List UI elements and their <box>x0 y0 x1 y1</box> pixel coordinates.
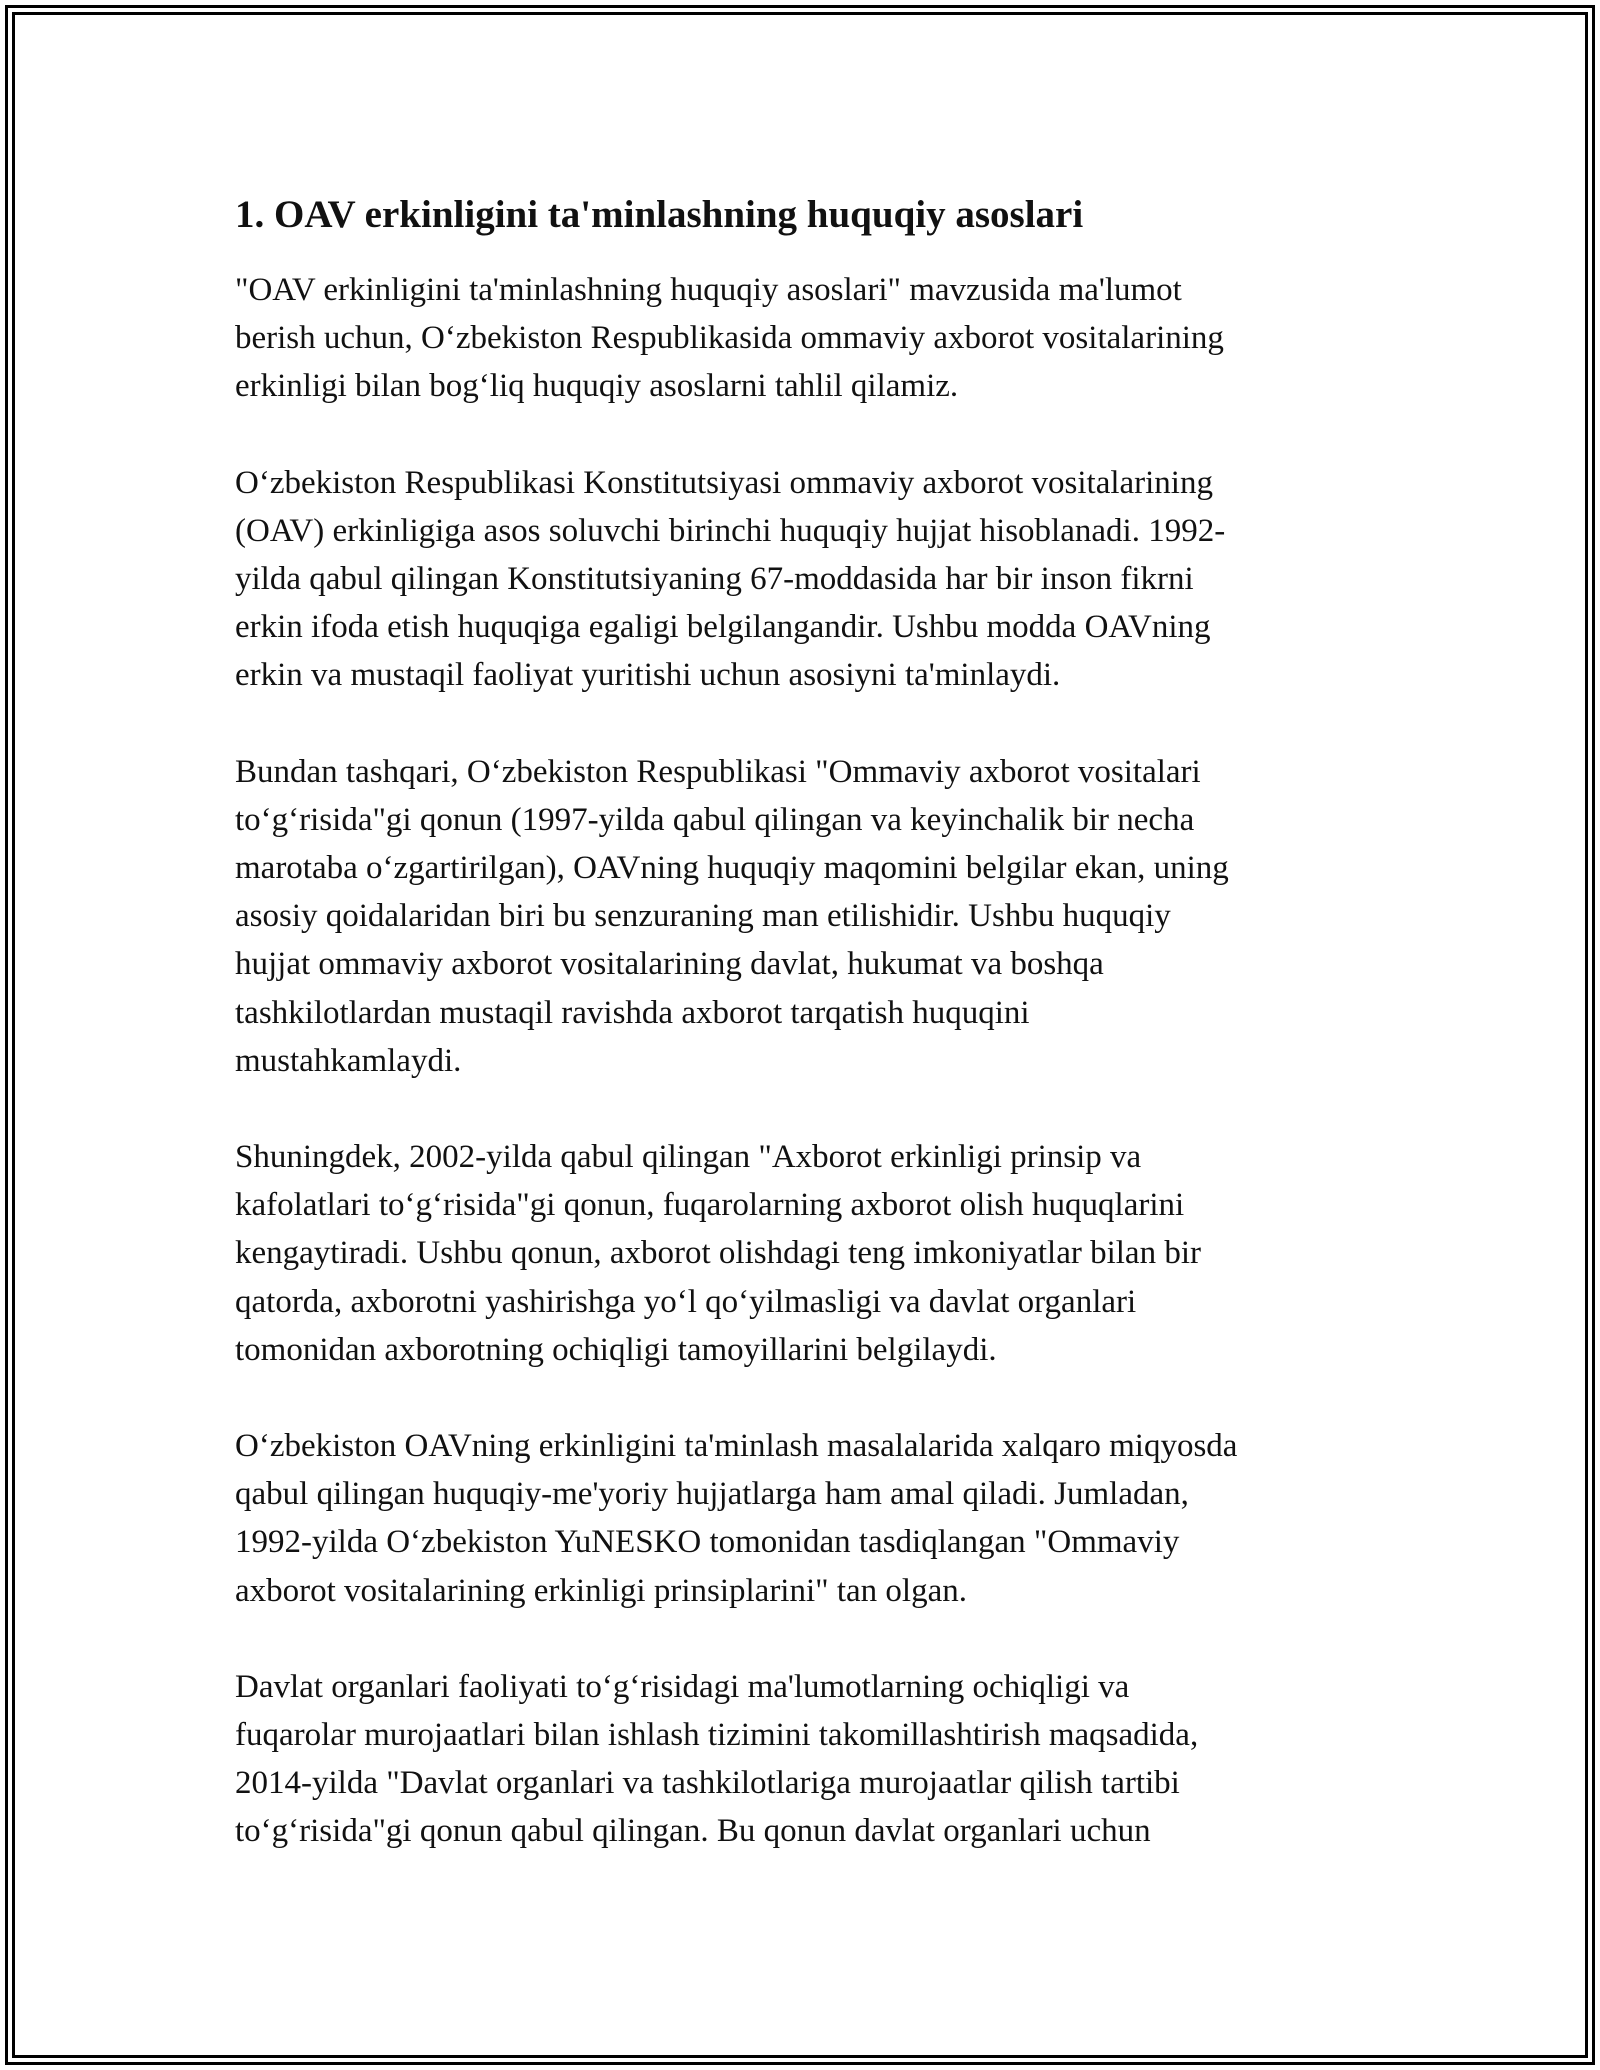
text-line: kengaytiradi. Ushbu qonun, axborot olishdagi teng imkoniyatlar bilan bir <box>235 1235 1201 1272</box>
paragraph-constitution <box>235 459 1385 700</box>
text-line: qabul qilingan huquqiy-me'yoriy hujjatlarga ham amal qiladi. Jumladan, <box>235 1476 1189 1513</box>
text-line: tomonidan axborotning ochiqligi tamoyillarini belgilaydi. <box>235 1331 997 1368</box>
text-line: tashkilotlardan mustaqil ravishda axborot tarqatish huquqini <box>235 994 1030 1031</box>
text-line: asosiy qoidalaridan biri bu senzuraning man etilishidir. Ushbu huquqiy <box>235 898 1171 935</box>
text-line: marotaba o‘zgartirilgan), OAVning huquqiy maqomini belgilar ekan, uning <box>235 850 1229 887</box>
text-line: erkin va mustaqil faoliyat yuritishi uchun asosiyni ta'minlaydi. <box>235 657 1061 694</box>
text-line: to‘g‘risida"gi qonun (1997-yilda qabul qilingan va keyinchalik bir necha <box>235 801 1195 838</box>
text-line: 1992-yilda O‘zbekiston YuNESKO tomonidan tasdiqlangan "Ommaviy <box>235 1524 1180 1561</box>
text-line: erkin ifoda etish huquqiga egaligi belgilangandir. Ushbu modda OAVning <box>235 609 1211 646</box>
document-body <box>235 188 1385 1904</box>
text-line: 2014-yilda "Davlat organlari va tashkilotlariga murojaatlar qilish tartibi <box>235 1765 1180 1802</box>
text-line: O‘zbekiston Respublikasi Konstitutsiyasi ommaviy axborot vositalarining <box>235 464 1213 501</box>
text-line: to‘g‘risida"gi qonun qabul qilingan. Bu qonun davlat organlari uchun <box>235 1813 1151 1850</box>
text-line: O‘zbekiston OAVning erkinligini ta'minlash masalalarida xalqaro miqyosda <box>235 1428 1238 1465</box>
paragraph-appeals-law <box>235 1663 1385 1856</box>
text-line: Bundan tashqari, O‘zbekiston Respublikasi "Ommaviy axborot vositalari <box>235 753 1201 790</box>
text-line: hujjat ommaviy axborot vositalarining davlat, hukumat va boshqa <box>235 946 1104 983</box>
text-line: fuqarolar murojaatlari bilan ishlash tizimini takomillashtirish maqsadida, <box>235 1717 1199 1754</box>
text-line: axborot vositalarining erkinligi prinsiplarini" tan olgan. <box>235 1572 967 1609</box>
paragraph-intro <box>235 266 1385 411</box>
paragraph-international-documents <box>235 1422 1385 1615</box>
text-line: kafolatlari to‘g‘risida"gi qonun, fuqarolarning axborot olish huquqlarini <box>235 1187 1185 1224</box>
text-line: "OAV erkinligini ta'minlashning huquqiy asoslari" mavzusida ma'lumot <box>235 272 1182 308</box>
text-line: erkinligi bilan bog‘liq huquqiy asoslarni tahlil qilamiz. <box>235 368 959 405</box>
text-line: (OAV) erkinligiga asos soluvchi birinchi huquqiy hujjat hisoblanadi. 1992- <box>235 512 1226 549</box>
text-line: qatorda, axborotni yashirishga yo‘l qo‘yilmasligi va davlat organlari <box>235 1283 1137 1320</box>
text-line: berish uchun, O‘zbekiston Respublikasida ommaviy axborot vositalarining <box>235 320 1224 357</box>
paragraph-information-freedom-law <box>235 1133 1385 1374</box>
text-line: yilda qabul qilingan Konstitutsiyaning 67-moddasida har bir inson fikrni <box>235 561 1194 598</box>
text-line: Davlat organlari faoliyati to‘g‘risidagi ma'lumotlarning ochiqligi va <box>235 1668 1130 1705</box>
paragraph-mass-media-law <box>235 748 1385 1085</box>
text-line: mustahkamlaydi. <box>235 1042 462 1079</box>
text-line: Shuningdek, 2002-yilda qabul qilingan "Axborot erkinligi prinsip va <box>235 1139 1142 1176</box>
section-heading: 1. OAV erkinligini ta'minlashning huquqiy asoslari <box>235 193 1084 236</box>
